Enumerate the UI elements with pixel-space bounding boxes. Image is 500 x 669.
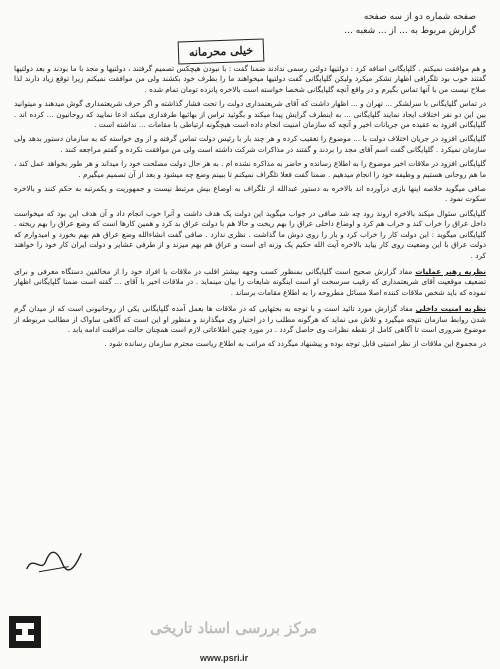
report-paragraph: گلپایگانی افزود در ملاقات اخیر موضوع را به اطلاع رسانده و حاضر به مذاکره نشده ام . به هر حال دولت مصلحت خود را میداند و هر طور بخواهد عمل کند ، ما هم روحانی هستیم و وظیفه خود را انجام میدهیم . ضمنا گفت فعلا تلگراف نمیکنم تا ببینم وضع چه میشود و بعد از آن تصمیم میگیرم . [14, 159, 486, 179]
operations-leader-opinion [14, 267, 486, 298]
section-text: مفاد گزارش مورد تائید است و با توجه به بحثهایی که در ملاقات ها بعمل آمده گلپایگانی یکی از روحانیونی است که از میدان گرم شدن روابط سازمان نتیجه میگیرد و تلاش می نماید که هرگونه مطلب را در اختیار وی میگذارند و منظور او این است که آگاهی ساواک از مطالب مربوطه از موضوع ضروری است تا آگاهی کامل از نقطه نظرات وی حاصل گردد . در مورد چنین اطلاعاتی لازم است همچنان حالت مراقبت ادامه یابد . [14, 304, 486, 334]
handwritten-header-note [286, 10, 476, 38]
report-body [14, 64, 486, 350]
handwritten-signature [23, 545, 87, 577]
section-heading: نظریه امنیت داخلی [415, 304, 486, 314]
report-paragraph: و هم موافقت نمیکنم . گلپایگانی اضافه کرد : دولتیها دولتی رسمی ندادند ضمنا گفت : با نبودن هیچکس تصمیم گرفتند ، دولتیها و مجد با ما بودند و بعد دولتیها گفتند خوب بود تلگرافی اظهار تشکر میکرد ولیکن گلپایگانی گفت دولتیها میخواهند ما را بطرف خود بکشند ولی من موافقت نمیکنم زیرا توقع زیاد دارند لذا صلاح نیست من با آنها تماس بگیرم و در واقع آنچه گلپایگانی شخصا خواسته است بالاخره پانزده تومان تمام شده . [14, 64, 486, 94]
section-text: مفاد گزارش صحیح است گلپایگانی بمنظور کسب وجهه بیشتر اقلب در ملاقات با افراد خود را از مخالفین دستگاه معرفی و برای تضعیف موقعیت آقای شریعتمداری که رقیب سرسخت او است اینگونه شایعات را بیان مینماید . در ملاقات اخیر با آقای ... گفته است ضمنا گلپایگانی اظهار نموده که باید شخص ملاقات کننده اصلا مسائل مطروحه را به اطلاع مقامات برساند . [14, 266, 486, 297]
report-paragraph: گلپایگانی سئوال میکند بالاخره اروند رود چه شد صافی در جواب میگوید این دولت یک هدف داشت و آنرا خوب انجام داد و آن هدف این بود که میخواست داخل عراق را خراب کند و خراب هم کرد و اوضاع داخلی عراق را بهم ریخت و حالا هم با دولت عراق بد کرد و همین کارها است که وضع عراق را بهم ریخته . گلپایگانی میگوید : این دولت کار را خراب کرد و بار را روی دوش ما گذاشت . نظری ندارد . صافی گفت انشاءالله وضع عراق هم بهم بخورد و امیدوارم که دولت عراق با این وضعیت روی کار بیاید بالاخره آیت الله حکیم یک وزنه ای است و عراق هم بهم میزند و از طرفی عشایر و دولت ایران کار خود را خواهند کرد . [14, 208, 486, 260]
header-note-line: گزارش مربوط به ... از ... شعبه ... [344, 26, 476, 36]
website-url: www.psri.ir [200, 653, 249, 663]
archive-logo-icon [8, 615, 42, 649]
classification-stamp: خیلی محرمانه [178, 39, 265, 65]
archive-watermark: مرکز بررسی اسناد تاریخی [150, 619, 318, 637]
report-paragraph: صافی میگوید خلاصه اینها بازی درآورده اند بالاخره به دستور عبدالله از تلگراف به اوضاع بیش مرتبط نیست و جمهوریت و یکمرتبه به حکم کنند و بالاخره سکوت نمود . [14, 184, 486, 204]
closing-paragraph: در مجموع این ملاقات از نظر امنیتی قابل توجه بوده و پیشنهاد میگردد که مراتب به اطلاع ریاست محترم سازمان رسانده شود . [104, 339, 486, 349]
report-paragraph: در تماس گلپایگانی با سرلشکر ... تهران و ... اظهار داشت که آقای شریعتمداری دولت را تحت فشار گذاشته و اگر حرف شریعتمداری گوش میدهند و میتوانید بین این دو نفر اختلاف ایجاد نمایند گلپایگانی ... به اینطرف گرایش پیدا میکند و بگوئید تراس از بهائیها طرفداری میکند ادعا نمایید که روحانیون ... کرده اند . گلپایگانی افزود به عقیده من جریانات اخیر و آنچه که سازمان امنیت انجام داده است هیچگونه ارتباطی با مقامات ... نداشته است . [14, 99, 486, 130]
section-heading: نظریه رهبر عملیات [415, 266, 486, 276]
header-note-line: صفحه شماره دو از سه صفحه [363, 12, 476, 22]
signature-icon [23, 545, 87, 577]
report-paragraph: گلپایگانی افزود در جریان اختلاف دولت با ... موضوع را تعقیب کرده و هر چند بار با رئیس دولت تماس گرفته و از وی خواسته که به سازمان دستور بدهد ولی سازمان نمیکرد . گلپایگانی گفت اسم آقای مجد را بردند و گفتند در مذاکرات شرکت داشته است ولی من موافقت نکرده و گفتم مراجعه کنند . [14, 134, 486, 154]
internal-security-opinion [14, 304, 486, 335]
